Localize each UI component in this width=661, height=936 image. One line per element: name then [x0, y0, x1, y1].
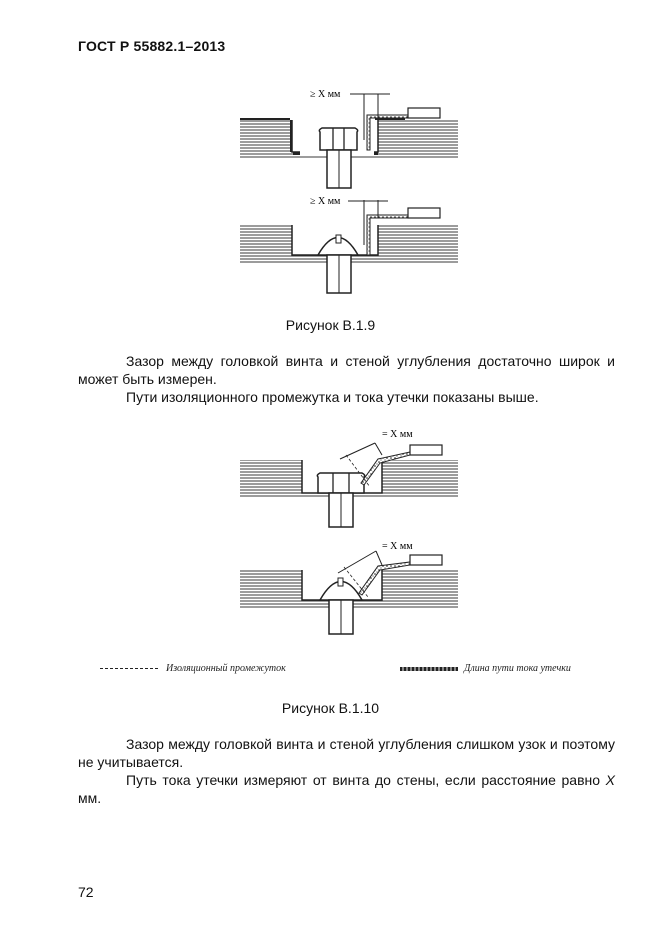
- b19-top-dimension-label: ≥ X мм: [310, 89, 341, 100]
- figure-b19-caption: Рисунок В.1.9: [285, 317, 376, 333]
- legend-insulation-label: Изоляционный промежуток: [166, 663, 286, 674]
- b110-bottom-view: [240, 551, 458, 634]
- paragraph-2: [78, 735, 615, 807]
- b19-bottom-view: [240, 200, 458, 293]
- figure-b110: [230, 425, 460, 640]
- paragraph-2-text-2a: Путь тока утечки измеряют от винта до стены, если расстояние равно: [126, 772, 606, 788]
- b19-top-view: [240, 94, 458, 188]
- b110-top-dimension-label: = X мм: [382, 429, 413, 440]
- legend-dashed-line-icon: [100, 668, 158, 669]
- legend-insulation: [100, 663, 286, 674]
- figure-b19: [230, 80, 460, 295]
- paragraph-2-text-2b: мм.: [78, 790, 102, 806]
- page-number: 72: [78, 884, 94, 900]
- variable-x: X: [605, 772, 615, 788]
- paragraph-2-text-1: Зазор между головкой винта и стеной углубления слишком узок и поэтому не учитывается.: [78, 736, 615, 770]
- legend-hatched-bar-icon: [400, 667, 458, 671]
- legend-creepage: [400, 663, 571, 674]
- paragraph-1-text-1: Зазор между головкой винта и стеной углубления достаточно широк и может быть измерен.: [78, 353, 615, 387]
- b110-bottom-dimension-label: = X мм: [382, 541, 413, 552]
- document-header: ГОСТ Р 55882.1–2013: [78, 38, 226, 54]
- paragraph-1-text-2: Пути изоляционного промежутка и тока утечки показаны выше.: [126, 389, 539, 405]
- paragraph-1: [78, 352, 615, 406]
- b19-bottom-dimension-label: ≥ X мм: [310, 196, 341, 207]
- legend-creepage-label: Длина пути тока утечки: [464, 663, 571, 674]
- b110-top-view: [240, 443, 458, 527]
- figure-b110-caption: Рисунок В.1.10: [281, 700, 380, 716]
